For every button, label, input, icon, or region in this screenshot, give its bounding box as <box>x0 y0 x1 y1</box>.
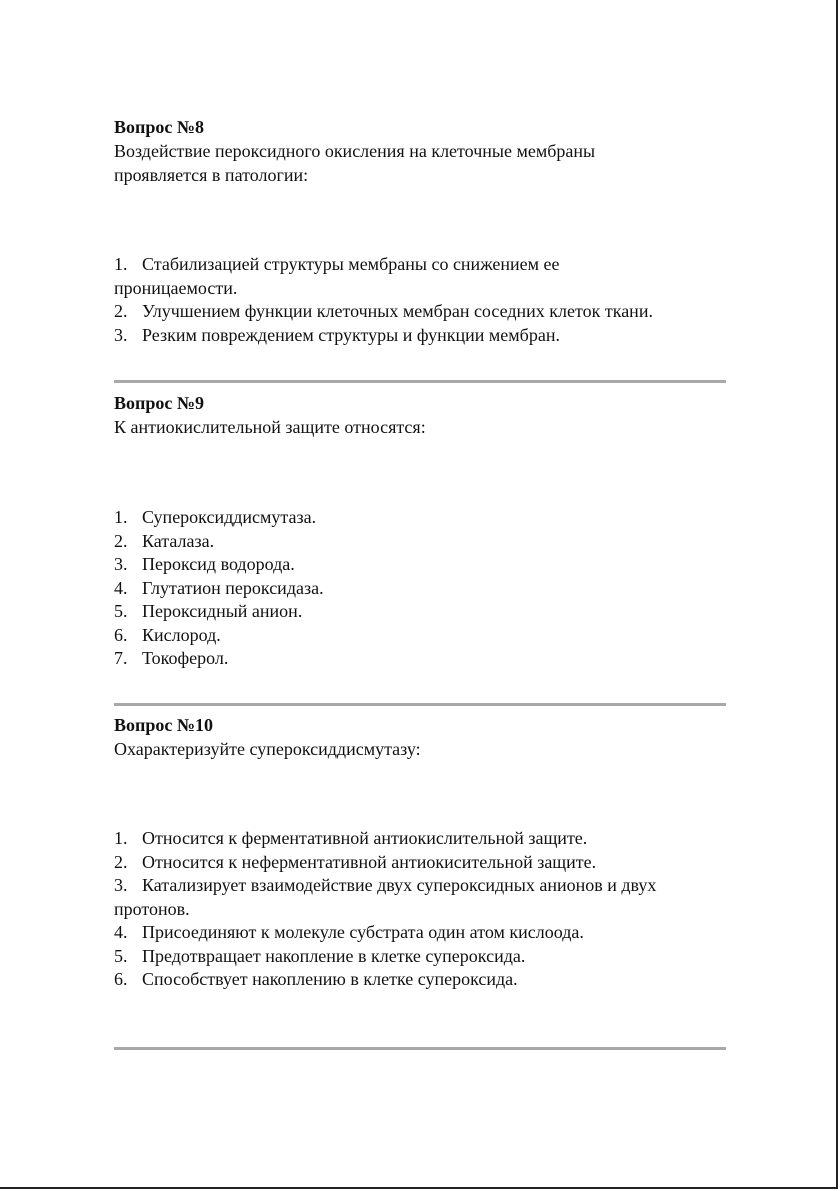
divider <box>114 703 726 706</box>
answer-item: 3. Катализирует взаимодействие двух супероксидных анионов и двух <box>114 875 657 895</box>
answer-item: 1. Относится к ферментативной антиокислительной защите. <box>114 828 588 848</box>
question-text-line-2: проявляется в патологии: <box>114 165 309 185</box>
answer-item-continuation: проницаемости. <box>114 277 238 298</box>
answer-item: 4. Присоединяют к молекуле субстрата один атом кислоода. <box>114 922 584 942</box>
question-text-line-1: Воздействие пероксидного окисления на клеточные мембраны <box>114 141 596 161</box>
answer-item: 6. Способствует накоплению в клетке супероксида. <box>114 969 518 989</box>
answer-item: 5. Пероксидный анион. <box>114 601 303 621</box>
question-text: Охарактеризуйте супероксиддисмутазу: <box>114 739 421 759</box>
answer-list-10 <box>114 827 734 992</box>
answer-item: 3. Резким повреждением структуры и функции мембран. <box>114 324 560 345</box>
answer-item: 1. Стабилизацией структуры мембраны со снижением ее <box>114 254 560 274</box>
question-9 <box>114 391 734 439</box>
answer-item: 4. Глутатион пероксидаза. <box>114 577 324 598</box>
answer-item: 7. Токоферол. <box>114 648 229 668</box>
answer-list-9 <box>114 506 734 671</box>
answer-item: 1. Супероксиддисмутаза. <box>114 507 317 527</box>
answer-item-continuation: протонов. <box>114 898 190 919</box>
question-10 <box>114 713 734 761</box>
answer-item: 2. Относится к неферментативной антиокисительной защите. <box>114 851 597 872</box>
answer-item: 5. Предотвращает накопление в клетке супероксида. <box>114 945 526 966</box>
answer-item: 2. Улучшением функции клеточных мембран соседних клеток ткани. <box>114 301 653 321</box>
answer-item: 2. Каталаза. <box>114 530 215 551</box>
question-title: Вопрос №8 <box>114 117 204 137</box>
divider <box>114 380 726 383</box>
question-title: Вопрос №9 <box>114 393 204 413</box>
answer-item: 6. Кислород. <box>114 624 221 645</box>
divider <box>114 1047 726 1050</box>
question-8 <box>114 115 734 187</box>
answer-list-8 <box>114 253 734 347</box>
answer-item: 3. Пероксид водорода. <box>114 554 295 574</box>
question-text: К антиокислительной защите относятся: <box>114 417 426 437</box>
question-title: Вопрос №10 <box>114 715 213 735</box>
